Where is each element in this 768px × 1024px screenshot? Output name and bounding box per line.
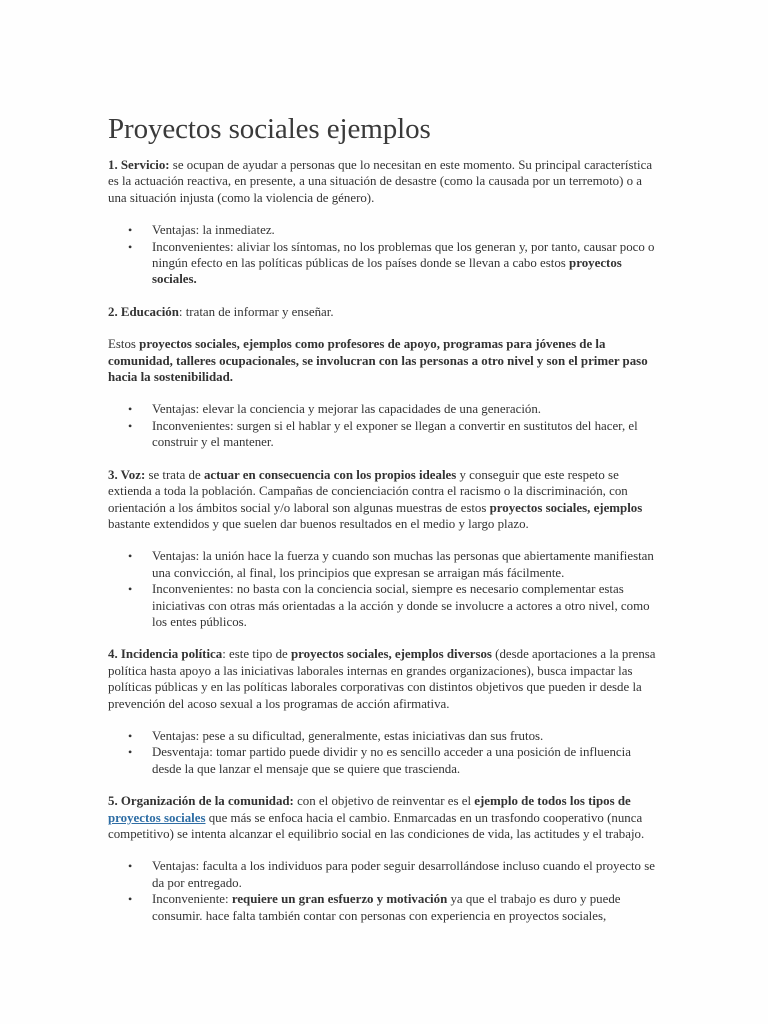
section-heading: 2. Educación xyxy=(108,304,179,319)
section-educacion xyxy=(108,304,656,320)
paragraph: Estos proyectos sociales, ejemplos como profesores de apoyo, programas para jóvenes de la comunidad, talleres ocupacionales, se involucran con las personas a otro nivel y son el primer paso hacia la sostenibilidad. xyxy=(108,337,648,385)
list-item: • Inconvenientes: no basta con la conciencia social, siempre es necesario complementar estas iniciativas con otras más orientadas a la acción y donde se involucre a actores a otro nivel, como los entes públicos. xyxy=(128,582,650,629)
bullet-icon: • xyxy=(128,745,133,760)
bullet-icon: • xyxy=(128,418,133,433)
section-text: se ocupan de ayudar a personas que lo necesitan en este momento. Su principal característica es la actuación reactiva, en presente, a una situación de desastre (como la causada por un terremoto) o a una situación injusta (como la violencia de género). xyxy=(108,158,653,205)
section-incidencia-politica: 4. Incidencia política: este tipo de proyectos sociales, ejemplos diversos (desde aportaciones a la prensa política hasta apoyo a las iniciativas laborales internas en grandes organizaciones), busca impactar las políticas públicas y en las políticas laborales corporativas con distintos objetivos que pueden ir desde la prevención del acoso sexual a los programas de acción afirmativa. xyxy=(108,647,656,711)
bullet-icon: • xyxy=(128,239,133,254)
page-title: Proyectos sociales ejemplos xyxy=(108,113,431,145)
list-item: • Ventajas: pese a su dificultad, generalmente, estas iniciativas dan sus frutos. xyxy=(128,728,544,743)
bullet-list xyxy=(108,401,656,450)
section-servicio xyxy=(108,157,656,206)
bullet-icon: • xyxy=(128,402,133,417)
section-heading: 5. Organización de la comunidad: xyxy=(108,794,294,809)
bullet-list xyxy=(108,858,656,924)
bullet-icon: • xyxy=(128,549,133,564)
list-item: • Inconveniente: requiere un gran esfuerzo y motivación ya que el trabajo es duro y puede consumir. hace falta también contar con personas con experiencia en proyectos sociales, xyxy=(128,892,621,923)
list-item: • Inconvenientes: surgen si el hablar y el exponer se llegan a convertir en sustitutos del hacer, el construir y el mantener. xyxy=(128,418,638,450)
section-voz: 3. Voz: se trata de actuar en consecuencia con los propios ideales y conseguir que este respeto se extienda a toda la población. Campañas de concienciación contra el racismo o la discriminación, con orientación a los ámbitos social y/o laboral son algunas muestras de estos proyectos sociales, ejemplos bastante extendidos y que suelen dar buenos resultados en el medio y largo plazo. xyxy=(108,467,643,531)
section-text: : tratan de informar y enseñar. xyxy=(178,304,334,319)
list-item: • Ventajas: la unión hace la fuerza y cuando son muchas las personas que abiertamente manifiestan una convicción, al final, los principios que expresan se arraigan más fácilmente. xyxy=(128,549,654,580)
section-heading: 4. Incidencia política xyxy=(108,647,223,662)
section-heading: 3. Voz: xyxy=(108,467,146,482)
list-item: • Ventajas: la inmediatez. xyxy=(128,223,275,238)
bullet-icon: • xyxy=(128,582,133,597)
bullet-icon: • xyxy=(128,223,133,238)
list-item: • Desventaja: tomar partido puede dividir y no es sencillo acceder a una posición de influencia desde la que lanzar el mensaje que se quiere que trascienda. xyxy=(128,745,631,776)
list-item: • Ventajas: elevar la conciencia y mejorar las capacidades de una generación. xyxy=(128,402,542,417)
list-item: • Inconvenientes: aliviar los síntomas, no los problemas que los generan y, por tanto, causar poco o ningún efecto en las políticas públicas de los países donde se llevan a cabo estos proyectos sociales. xyxy=(128,239,655,287)
bullet-icon: • xyxy=(128,892,133,907)
list-item: • Ventajas: faculta a los individuos para poder seguir desarrollándose incluso cuando el proyecto se da por entregado. xyxy=(128,859,655,890)
bullet-list xyxy=(108,222,656,288)
bullet-list xyxy=(108,548,656,630)
bullet-list xyxy=(108,728,656,777)
bullet-icon: • xyxy=(128,859,133,874)
section-heading: 1. Servicio: xyxy=(108,158,170,172)
section-organizacion-comunidad: 5. Organización de la comunidad: con el objetivo de reinventar es el ejemplo de todos los tipos de proyectos sociales que más se enfoca hacia el cambio. Enmarcadas en un trasfondo cooperativo (nunca competitivo) se intenta alcanzar el equilibrio social en las condiciones de vida, las actitudes y el trabajo. xyxy=(108,794,645,841)
bullet-icon: • xyxy=(128,728,133,743)
proyectos-sociales-link[interactable]: proyectos sociales xyxy=(108,810,206,825)
